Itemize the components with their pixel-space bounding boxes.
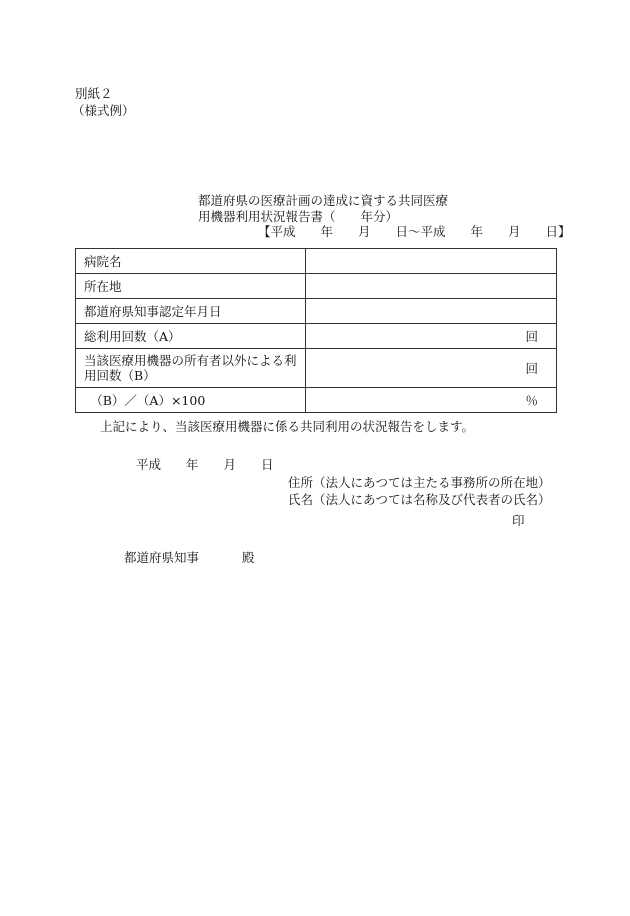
seal-mark: 印 (512, 513, 525, 528)
title-line-1: 都道府県の医療計画の達成に資する共同医療 (198, 193, 449, 208)
location-field[interactable] (306, 274, 557, 299)
report-period: 【平成 年 月 日～平成 年 月 日】 (258, 224, 571, 239)
table-row (76, 349, 557, 388)
addressee-governor: 都道府県知事 (124, 550, 200, 565)
total-usage-field[interactable]: 回 (306, 324, 557, 349)
addressee-honorific: 殿 (242, 550, 255, 565)
row-label: 当該医療用機器の所有者以外による利用回数（B） (76, 349, 306, 388)
row-label: 都道府県知事認定年月日 (76, 299, 306, 324)
row-label: （B）／（A）×100 (76, 388, 306, 413)
hospital-name-field[interactable] (306, 249, 557, 274)
attachment-label: 別紙２ (75, 86, 113, 101)
submission-date: 平成 年 月 日 (136, 457, 274, 472)
table-row (76, 388, 557, 413)
certification-date-field[interactable] (306, 299, 557, 324)
name-line: 氏名（法人にあつては名称及び代表者の氏名） (288, 492, 551, 507)
ratio-field[interactable]: ％ (306, 388, 557, 413)
row-label: 総利用回数（A） (76, 324, 306, 349)
report-table (75, 248, 557, 413)
row-label: 病院名 (76, 249, 306, 274)
row-label: 所在地 (76, 274, 306, 299)
external-usage-field[interactable]: 回 (306, 349, 557, 388)
statement-text: 上記により、当該医療用機器に係る共同利用の状況報告をします。 (100, 419, 475, 434)
table-row (76, 324, 557, 349)
table-row (76, 299, 557, 324)
title-line-2: 用機器利用状況報告書（ 年分） (198, 209, 399, 224)
address-line: 住所（法人にあつては主たる事務所の所在地） (288, 475, 551, 490)
form-example-label: （様式例） (72, 103, 135, 118)
table-row (76, 274, 557, 299)
table-row (76, 249, 557, 274)
